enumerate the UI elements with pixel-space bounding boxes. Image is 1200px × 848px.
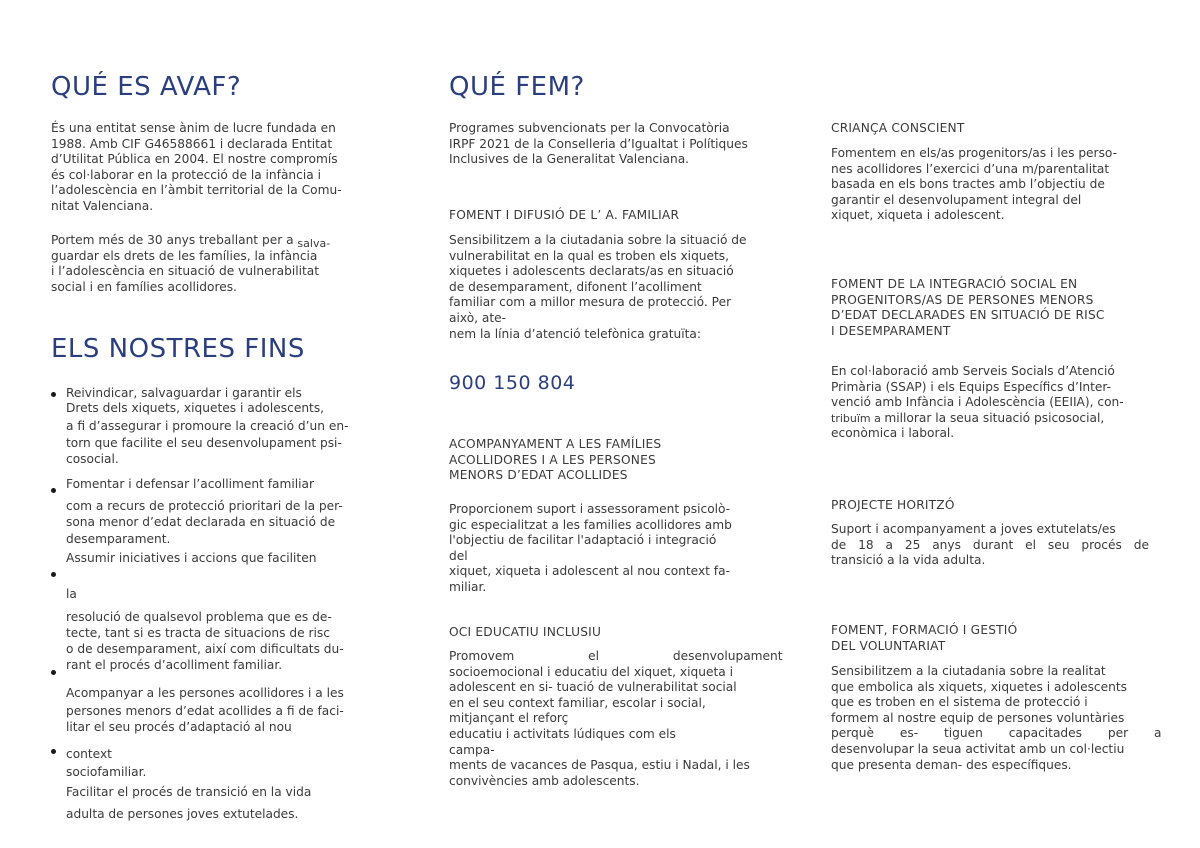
heading-line: FOMENT, FORMACIÓ I GESTIÓ bbox=[831, 623, 1018, 637]
program-text-foment-difusio bbox=[449, 233, 771, 342]
program-text-voluntariat bbox=[831, 664, 1162, 773]
text-line: l'objectiu de facilitar l'adaptació i integració bbox=[449, 533, 717, 548]
text-line: nem la línia d’atenció telefònica gratuïta: bbox=[449, 326, 701, 341]
text-line: Programes subvencionats per la Convocatòria bbox=[449, 121, 730, 135]
heading-line: ACOLLIDORES I A LES PERSONES bbox=[449, 452, 656, 467]
text-line: xiquet, xiqueta i adolescent al nou context fa- bbox=[449, 564, 730, 579]
text-line: garantir el desenvolupament integral del bbox=[831, 192, 1082, 207]
text-line: familiar com a millor mesura de protecció. Per bbox=[449, 295, 732, 310]
text-line: de desemparament, difonent l’acolliment bbox=[449, 279, 702, 294]
text-line: adolescent en si- tuació de vulnerabilitat social bbox=[449, 680, 737, 695]
text-line: transició a la vida adulta. bbox=[831, 553, 986, 568]
text-line: Inclusives de la Generalitat Valenciana. bbox=[449, 152, 690, 167]
program-heading-foment-difusio bbox=[449, 208, 679, 224]
text-line: venció amb Infància i Adolescència (EEIIA), con- bbox=[831, 395, 1124, 410]
aims-line: adulta de persones joves extutelades. bbox=[66, 807, 299, 821]
helpline-phone-number[interactable]: 900 150 804 bbox=[449, 372, 576, 394]
text-line: millorar la seua situació psicosocial, bbox=[884, 410, 1105, 425]
about-paragraph bbox=[51, 121, 363, 215]
text-line: de 18 a 25 anys durant el seu procés de bbox=[831, 537, 1149, 552]
text-line: Sensibilitzem a la ciutadania sobre la realitat bbox=[831, 664, 1106, 678]
text-line: Promovem el desenvolupament bbox=[449, 649, 783, 663]
text-line: Portem més de 30 anys treballant per a bbox=[51, 233, 298, 247]
aims-line: litar el seu procés d’adaptació al nou bbox=[66, 720, 292, 734]
bullet-icon bbox=[51, 670, 56, 675]
page-title-que-es-avaf: QUÉ ES AVAF? bbox=[51, 72, 242, 102]
text-line: Sensibilitzem a la ciutadania sobre la situació de bbox=[449, 233, 747, 247]
aims-line: o de desemparament, així com dificultats du- bbox=[66, 642, 344, 656]
heading-line: MENORS D’EDAT ACOLLIDES bbox=[449, 468, 628, 483]
text-line: basada en els bons tractes amb l’objectiu de bbox=[831, 177, 1105, 192]
text-line: Primària (SSAP) i els Equips Específics d’Inter- bbox=[831, 379, 1112, 394]
aims-line: Drets dels xiquets, xiquetes i adolescents, bbox=[66, 401, 325, 415]
programs-intro bbox=[449, 121, 771, 168]
text-line: És una entitat sense ànim de lucre fundada en bbox=[51, 121, 336, 135]
text-line: del bbox=[449, 548, 468, 563]
text-line: ments de vacances de Pasqua, estiu i Nadal, i les bbox=[449, 758, 750, 773]
text-line: xiquet, xiqueta i adolescent. bbox=[831, 208, 1005, 223]
text-line: xiquetes i adolescents declarats/as en situació bbox=[449, 264, 734, 279]
text-line: que embolica als xiquets, xiquetes i adolescents bbox=[831, 679, 1127, 694]
text-line: això, ate- bbox=[449, 310, 507, 325]
aims-line: rant el procés d’acolliment familiar. bbox=[66, 658, 283, 672]
text-line: d’Utilitat Pública en 2004. El nostre compromís bbox=[51, 152, 338, 167]
text-line: en el seu context familiar, escolar i social, bbox=[449, 695, 706, 710]
text-line: Proporcionem suport i assessorament psicolò- bbox=[449, 502, 731, 516]
program-text-acompanyament bbox=[449, 502, 771, 596]
heading-line: I DESEMPARAMENT bbox=[831, 323, 951, 338]
aims-line: tecte, tant si es tracta de situacions de risc bbox=[66, 626, 330, 640]
text-line-small: tribuïm a bbox=[831, 411, 885, 425]
aims-line: com a recurs de protecció prioritari de la per- bbox=[66, 499, 343, 513]
text-line: educatiu i activitats lúdiques com els bbox=[449, 726, 676, 741]
heading-line: D’EDAT DECLARADES EN SITUACIÓ DE RISC bbox=[831, 308, 1105, 323]
aims-line: la bbox=[66, 587, 77, 601]
bullet-icon bbox=[51, 749, 56, 754]
heading-line: DEL VOLUNTARIAT bbox=[831, 638, 946, 653]
program-heading-crianca-conscient bbox=[831, 121, 964, 137]
text-line: desenvolupar la seua activitat amb un col·lectiu bbox=[831, 741, 1125, 756]
text-line: guardar els drets de les famílies, la infància bbox=[51, 248, 318, 263]
heading-line: ACOMPANYAMENT A LES FAMÍLIES bbox=[449, 437, 662, 451]
text-line: socioemocional i educatiu del xiquet, xiqueta i bbox=[449, 664, 733, 679]
text-line: és col·laborar en la protecció de la infància i bbox=[51, 167, 321, 182]
aims-line: sona menor d’edat declarada en situació de bbox=[66, 515, 336, 529]
history-paragraph bbox=[51, 233, 363, 295]
text-line: formem al nostre equip de persones voluntàries bbox=[831, 710, 1125, 725]
aims-line: Reivindicar, salvaguardar i garantir els bbox=[66, 386, 302, 400]
section-title-els-nostres-fins: ELS NOSTRES FINS bbox=[51, 334, 305, 364]
text-line: 1988. Amb CIF G46588661 i declarada Entitat bbox=[51, 136, 333, 151]
bullet-icon bbox=[51, 392, 56, 397]
program-heading-integracio-social bbox=[831, 277, 1105, 339]
text-line: i l’adolescència en situació de vulnerabilitat bbox=[51, 264, 320, 279]
text-line: l’adolescència en l’àmbit territorial de la Comu- bbox=[51, 183, 342, 198]
heading-line: OCI EDUCATIU INCLUSIU bbox=[449, 625, 602, 639]
aims-line: context bbox=[66, 747, 112, 761]
text-line: convivències amb adolescents. bbox=[449, 773, 640, 788]
text-line: miliar. bbox=[449, 579, 487, 594]
aims-line: Fomentar i defensar l’acolliment familiar bbox=[66, 477, 315, 491]
program-text-projecte-horitzo bbox=[831, 522, 1151, 569]
heading-line: FOMENT DE LA INTEGRACIÓ SOCIAL EN bbox=[831, 277, 1078, 291]
aims-line: Assumir iniciatives i accions que faciliten bbox=[66, 551, 317, 565]
text-line: campa- bbox=[449, 742, 495, 757]
text-line-small: salva- bbox=[297, 237, 331, 250]
aims-line: desemparament. bbox=[66, 532, 171, 546]
text-line: vulnerabilitat en la qual es troben els xiquets, bbox=[449, 248, 730, 263]
text-line: que es troben en el sistema de protecció i bbox=[831, 695, 1088, 710]
text-line: econòmica i laboral. bbox=[831, 426, 955, 441]
heading-line: PROGENITORS/AS DE PERSONES MENORS bbox=[831, 292, 1094, 307]
heading-line: PROJECTE HORITZÓ bbox=[831, 498, 955, 512]
aims-line: resolució de qualsevol problema que es de- bbox=[66, 610, 332, 624]
text-line: nitat Valenciana. bbox=[51, 198, 154, 213]
text-line: gic especialitzat a les families acollidores amb bbox=[449, 517, 732, 532]
program-heading-acompanyament bbox=[449, 437, 661, 484]
heading-line: CRIANÇA CONSCIENT bbox=[831, 121, 965, 135]
text-line: En col·laboració amb Serveis Socials d’Atenció bbox=[831, 364, 1115, 378]
aims-line: sociofamiliar. bbox=[66, 765, 147, 779]
text-line: Suport i acompanyament a joves extutelats/es bbox=[831, 522, 1116, 536]
text-line: que presenta deman- des específiques. bbox=[831, 757, 1072, 772]
program-text-oci-educatiu bbox=[449, 649, 783, 789]
text-line: IRPF 2021 de la Conselleria d’Igualtat i Polítiques bbox=[449, 136, 748, 151]
bullet-icon bbox=[51, 572, 56, 577]
aims-line: cosocial. bbox=[66, 452, 119, 466]
aims-line: torn que facilite el seu desenvolupament psi- bbox=[66, 436, 342, 450]
program-text-crianca-conscient bbox=[831, 146, 1151, 224]
text-line: nes acollidores l’exercici d’una m/parentalitat bbox=[831, 161, 1110, 176]
program-heading-oci-educatiu bbox=[449, 625, 601, 641]
aims-line: Facilitar el procés de transició en la vida bbox=[66, 785, 312, 799]
program-heading-projecte-horitzo bbox=[831, 498, 955, 514]
aims-line: a fi d’assegurar i promoure la creació d’un en- bbox=[66, 419, 349, 433]
aims-line: persones menors d’edat acollides a fi de faci- bbox=[66, 704, 344, 718]
text-line: mitjançant el reforç bbox=[449, 711, 569, 726]
page-title-que-fem: QUÉ FEM? bbox=[449, 72, 585, 102]
aims-line: Acompanyar a les persones acollidores i a les bbox=[66, 686, 344, 700]
bullet-icon bbox=[51, 488, 56, 493]
text-line: perquè es- tiguen capacitades per a bbox=[831, 726, 1162, 741]
text-line: social i en famílies acollidores. bbox=[51, 279, 237, 294]
program-heading-voluntariat bbox=[831, 623, 1017, 654]
program-text-integracio-social bbox=[831, 364, 1151, 442]
heading-line: FOMENT I DIFUSIÓ DE L’ A. FAMILIAR bbox=[449, 208, 680, 222]
text-line: Fomentem en els/as progenitors/as i les perso- bbox=[831, 146, 1117, 160]
